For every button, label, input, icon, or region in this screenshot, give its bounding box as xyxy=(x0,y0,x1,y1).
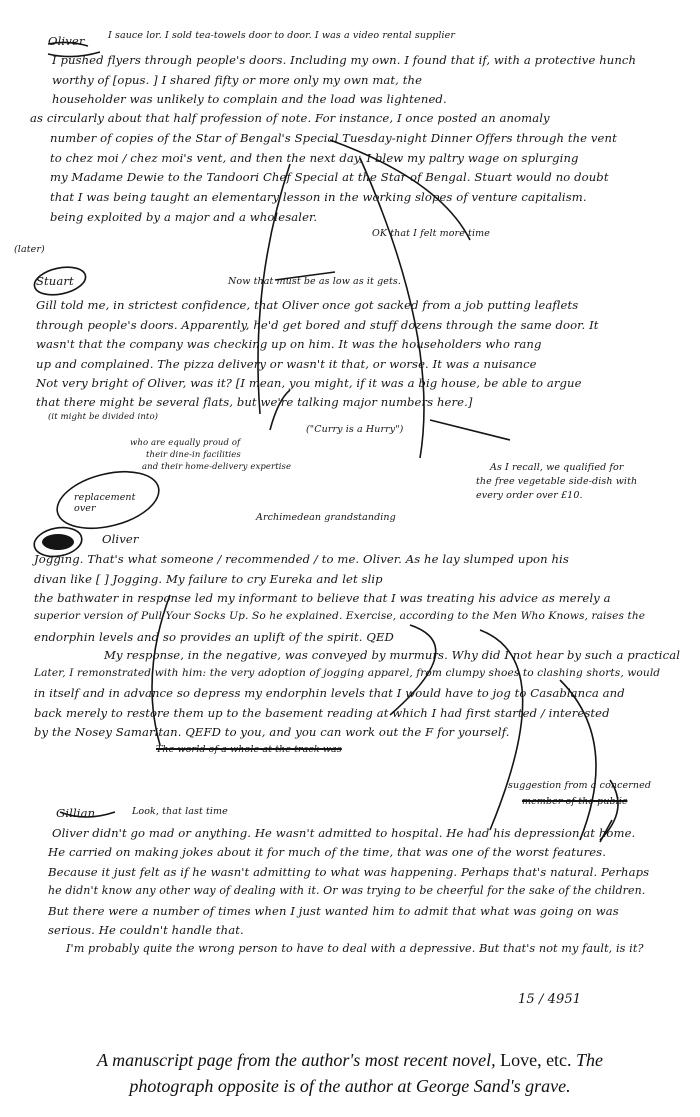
manuscript-line: he didn't know any other way of dealing with it. Or was trying to be cheerful for the sake of the children. xyxy=(48,884,646,897)
caption-text: The xyxy=(576,1050,604,1070)
manuscript-line: being exploited by a major and a wholesaler. xyxy=(50,210,318,224)
margin-insert: OK that I felt more time xyxy=(372,228,490,239)
caption-line-1 xyxy=(0,1048,700,1073)
manuscript-line: superior version of Pull Your Socks Up. So he explained. Exercise, according to the Men Who Knows, raises the xyxy=(34,610,646,622)
manuscript-line: through people's doors. Apparently, he'd get bored and stuff dozens through the same door. It xyxy=(36,318,599,332)
manuscript-line: as circularly about that half profession of note. For instance, I once posted an anomaly xyxy=(30,111,550,125)
manuscript-line: wasn't that the company was checking up on him. It was the householders who rang xyxy=(36,337,542,351)
manuscript-line: My response, in the negative, was conveyed by murmurs. Why did I not hear by such a practical xyxy=(104,648,681,662)
manuscript-line: Because it just felt as if he wasn't admitting to what was happening. Perhaps that's natural. Perhaps xyxy=(48,865,650,879)
manuscript-line: number of copies of the Star of Bengal's Special Tuesday-night Dinner Offers through the vent xyxy=(50,131,617,145)
margin-note: suggestion from a concerned xyxy=(508,780,652,791)
manuscript-line: back merely to restore them up to the basement reading at which I had first started / interested xyxy=(34,706,610,720)
manuscript-line: my Madame Dewie to the Tandoori Chef Special at the Star of Bengal. Stuart would no doubt xyxy=(50,170,609,184)
margin-note: their dine-in facilities xyxy=(146,450,241,460)
manuscript-line: I sauce lor. I sold tea-towels door to door. I was a video rental supplier xyxy=(108,30,456,41)
replacement-label: replacement over xyxy=(74,492,136,514)
manuscript-line: householder was unlikely to complain and the load was lightened. xyxy=(52,92,447,106)
caption-title: Love, etc. xyxy=(500,1050,572,1070)
speaker-label-gillian: Gillian xyxy=(56,806,96,820)
manuscript-line: Not very bright of Oliver, was it? [I mean, you might, if it was a big house, be able to argue xyxy=(36,376,582,390)
manuscript-line: to chez moi / chez moi's vent, and then the next day, I blew my paltry wage on splurging xyxy=(50,151,579,165)
manuscript-line: the bathwater in response led my informant to believe that I was treating his advice as merely a xyxy=(34,591,611,605)
margin-note: and their home-delivery expertise xyxy=(142,462,292,472)
manuscript-line: worthy of [opus. ] I shared fifty or more only my own mat, the xyxy=(52,73,423,87)
margin-note: Archimedean grandstanding xyxy=(256,512,396,523)
manuscript-line: Jogging. That's what someone / recommended / to me. Oliver. As he lay slumped upon his xyxy=(34,552,569,566)
speaker-label-stuart: Stuart xyxy=(36,274,74,288)
manuscript-line: serious. He couldn't handle that. xyxy=(48,923,244,937)
speaker-label-oliver: Oliver xyxy=(102,532,139,546)
margin-note: every order over £10. xyxy=(476,490,583,501)
manuscript-line: Look, that last time xyxy=(132,806,228,817)
manuscript-line: in itself and in advance so depress my endorphin levels that I would have to jog to Casablanca and xyxy=(34,686,625,700)
struck-line: The world of a whole at the track was xyxy=(156,744,342,755)
manuscript-line: that there might be several flats, but we're talking major numbers here.] xyxy=(36,395,473,409)
margin-note: ("Curry is a Hurry") xyxy=(306,424,404,435)
manuscript-line: by the Nosey Samaritan. QEFD to you, and you can work out the F for yourself. xyxy=(34,725,510,739)
manuscript-line: Gill told me, in strictest confidence, that Oliver once got sacked from a job putting leaflets xyxy=(36,298,579,312)
manuscript-line: I'm probably quite the wrong person to have to deal with a depressive. But that's not my fault, is it? xyxy=(66,942,644,955)
margin-note: Now that must be as low as it gets. xyxy=(228,276,402,287)
manuscript-line: But there were a number of times when I just wanted him to admit that what was going on was xyxy=(48,904,619,918)
manuscript-line: He carried on making jokes about it for much of the time, that was one of the worst features. xyxy=(48,845,607,859)
later-note: (later) xyxy=(14,244,45,255)
page-number: 15 / 4951 xyxy=(518,992,582,1007)
manuscript-line: Oliver didn't go mad or anything. He wasn't admitted to hospital. He had his depression at home. xyxy=(52,826,636,840)
manuscript-line: Later, I remonstrated with him: the very adoption of jogging apparel, from clumpy shoes to clashing shorts, would xyxy=(34,667,661,679)
margin-note: member of the public xyxy=(522,796,628,807)
caption-text: A manuscript page from the author's most recent novel, xyxy=(96,1050,496,1070)
manuscript-line: up and complained. The pizza delivery or wasn't it that, or worse. It was a nuisance xyxy=(36,357,537,371)
manuscript-line: that I was being taught an elementary lesson in the working slopes of venture capitalism. xyxy=(50,190,587,204)
manuscript-line: (it might be divided into) xyxy=(48,412,159,422)
manuscript-line: I pushed flyers through people's doors. Including my own. I found that if, with a protective hunch xyxy=(52,53,637,67)
margin-note: the free vegetable side-dish with xyxy=(476,476,638,487)
caption-line-2: photograph opposite is of the author at George Sand's grave. xyxy=(129,1076,571,1096)
margin-note: who are equally proud of xyxy=(130,438,241,448)
margin-note: As I recall, we qualified for xyxy=(490,462,624,473)
speaker-label-oliver: Oliver xyxy=(48,34,85,48)
manuscript-line: divan like [ ] Jogging. My failure to cry Eureka and let slip xyxy=(34,572,383,586)
manuscript-line: endorphin levels and so provides an uplift of the spirit. QED xyxy=(34,630,394,644)
